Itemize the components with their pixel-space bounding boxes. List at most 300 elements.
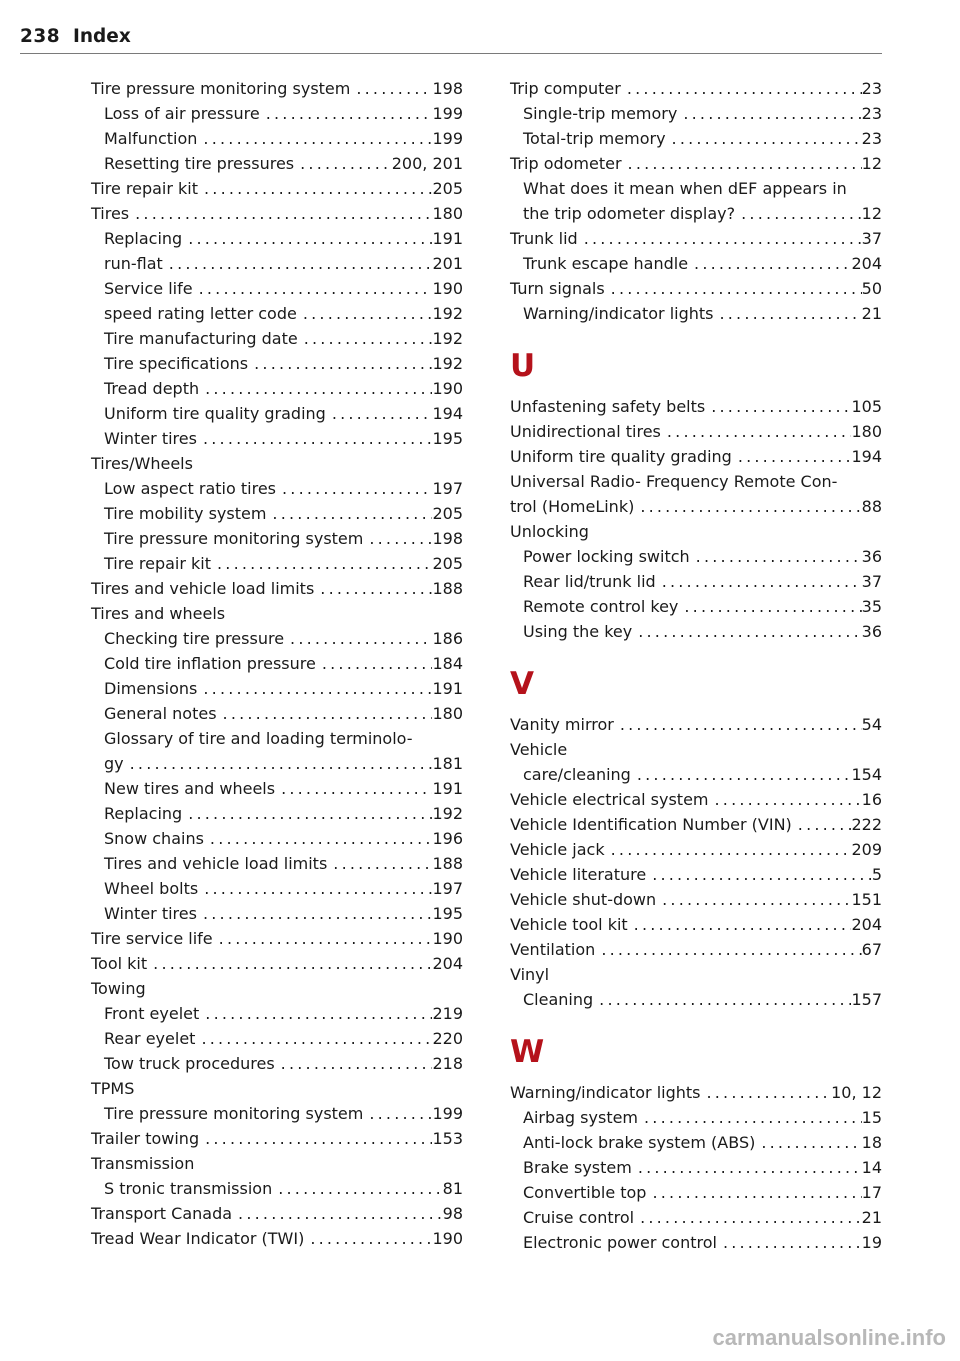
entry-term: Winter tires xyxy=(104,904,197,923)
index-entry xyxy=(510,494,882,519)
entry-page: 16 xyxy=(861,790,882,809)
index-subentry xyxy=(91,226,463,251)
dot-leader xyxy=(182,801,432,826)
entry-term: Warning/indicator lights xyxy=(510,1083,701,1102)
watermark: carmanualsonline.info xyxy=(712,1325,946,1350)
dot-leader xyxy=(129,201,432,226)
entry-page: 5 xyxy=(871,865,882,884)
entry-page: 190 xyxy=(432,379,463,398)
entry-term: Service life xyxy=(104,279,193,298)
entry-page: 180 xyxy=(851,422,882,441)
entry-page: 180 xyxy=(432,704,463,723)
entry-term: Tool kit xyxy=(91,954,148,973)
dot-leader xyxy=(197,126,432,151)
entry-page: 192 xyxy=(432,354,463,373)
entry-term: Cleaning xyxy=(523,990,594,1009)
dot-leader xyxy=(211,551,432,576)
entry-page: 157 xyxy=(851,990,882,1009)
entry-term: the trip odometer display? xyxy=(523,204,736,223)
page-header xyxy=(20,22,882,54)
dot-leader xyxy=(195,1026,432,1051)
index-subentry xyxy=(91,376,463,401)
dot-leader xyxy=(638,1105,862,1130)
entry-page: 199 xyxy=(432,104,463,123)
entry-page: 204 xyxy=(432,954,463,973)
entry-term: Rear lid/trunk lid xyxy=(523,572,656,591)
entry-page: 35 xyxy=(861,597,882,616)
entry-term: Tires and vehicle load limits xyxy=(104,854,328,873)
entry-page: 222 xyxy=(851,815,882,834)
index-entry xyxy=(91,576,463,601)
entry-term: Tow truck procedures xyxy=(104,1054,275,1073)
entry-term: Trunk escape handle xyxy=(523,254,689,273)
entry-term: Replacing xyxy=(104,804,183,823)
entry-term: Trunk lid xyxy=(510,229,578,248)
index-entry xyxy=(510,394,882,419)
dot-leader xyxy=(304,1226,432,1251)
entry-term: Vehicle electrical system xyxy=(510,790,709,809)
entry-page: 14 xyxy=(861,1158,882,1177)
index-subentry xyxy=(91,1026,463,1051)
entry-term: Electronic power control xyxy=(523,1233,717,1252)
index-subentry xyxy=(510,1155,882,1180)
index-entry xyxy=(510,444,882,469)
dot-leader xyxy=(735,201,862,226)
entry-page: 15 xyxy=(861,1108,882,1127)
entry-page: 195 xyxy=(432,904,463,923)
entry-term: Uniform tire quality grading xyxy=(104,404,326,423)
dot-leader xyxy=(732,444,852,469)
index-subentry xyxy=(510,1105,882,1130)
entry-page: 218 xyxy=(432,1054,463,1073)
dot-leader xyxy=(124,751,433,776)
index-subentry xyxy=(510,251,882,276)
index-subentry xyxy=(91,676,463,701)
entry-page: 37 xyxy=(861,229,882,248)
entry-term: Tires xyxy=(91,204,130,223)
entry-term: Rear eyelet xyxy=(104,1029,196,1048)
entry-page: 201 xyxy=(432,254,463,273)
index-subentry xyxy=(510,1205,882,1230)
entry-term: Transport Canada xyxy=(91,1204,233,1223)
page-number: 238 xyxy=(20,26,61,47)
index-heading: Unlocking xyxy=(510,522,589,541)
entry-page: 81 xyxy=(442,1179,463,1198)
entry-term: Vehicle shut-down xyxy=(510,890,657,909)
page-title: Index xyxy=(73,26,131,47)
index-subentry xyxy=(91,1051,463,1076)
entry-page: 54 xyxy=(861,715,882,734)
index-entry xyxy=(91,201,463,226)
entry-term: Tire pressure monitoring system xyxy=(91,79,351,98)
index-entry xyxy=(510,837,882,862)
index-subentry xyxy=(91,401,463,426)
index-subentry xyxy=(510,301,882,326)
entry-page: 105 xyxy=(851,397,882,416)
dot-leader xyxy=(350,76,432,101)
index-heading: Vinyl xyxy=(510,965,550,984)
index-entry xyxy=(91,176,463,201)
entry-page: 50 xyxy=(861,279,882,298)
dot-leader xyxy=(578,226,862,251)
entry-page: 198 xyxy=(432,79,463,98)
entry-term: gy xyxy=(104,754,124,773)
index-column-right xyxy=(510,76,882,1255)
index-heading: Tires and wheels xyxy=(91,604,226,623)
index-entry xyxy=(510,912,882,937)
index-entry xyxy=(510,226,882,251)
entry-page: 184 xyxy=(432,654,463,673)
entry-term: Vehicle jack xyxy=(510,840,605,859)
entry-page: 98 xyxy=(442,1204,463,1223)
entry-term: S tronic transmission xyxy=(104,1179,273,1198)
entry-page: 19 xyxy=(861,1233,882,1252)
entry-term: Total-trip memory xyxy=(523,129,666,148)
entry-term: Resetting tire pressures xyxy=(104,154,295,173)
dot-leader xyxy=(294,151,392,176)
index-entry xyxy=(91,1201,463,1226)
dot-leader xyxy=(656,887,851,912)
dot-leader xyxy=(314,576,432,601)
index-subentry xyxy=(510,126,882,151)
index-entry xyxy=(91,951,463,976)
entry-term: New tires and wheels xyxy=(104,779,276,798)
entry-page: 191 xyxy=(432,229,463,248)
entry-term: care/cleaning xyxy=(523,765,631,784)
entry-term: Brake system xyxy=(523,1158,632,1177)
dot-leader xyxy=(717,1230,862,1255)
entry-term: Tire service life xyxy=(91,929,213,948)
entry-page: 191 xyxy=(432,679,463,698)
dot-leader xyxy=(705,394,851,419)
entry-term: Uniform tire quality grading xyxy=(510,447,732,466)
entry-term: Single-trip memory xyxy=(523,104,678,123)
index-subentry xyxy=(510,987,882,1012)
index-subentry xyxy=(91,476,463,501)
entry-term: Tread depth xyxy=(104,379,200,398)
entry-term: Trip odometer xyxy=(510,154,622,173)
entry-term: speed rating letter code xyxy=(104,304,297,323)
entry-page: 36 xyxy=(861,622,882,641)
index-subentry xyxy=(510,762,882,787)
dot-leader xyxy=(163,251,433,276)
dot-leader xyxy=(213,926,433,951)
entry-page: 199 xyxy=(432,129,463,148)
entry-page: 21 xyxy=(861,304,882,323)
section-letter: V xyxy=(510,666,534,702)
dot-leader xyxy=(605,276,862,301)
entry-page: 205 xyxy=(432,179,463,198)
entry-term: Tire pressure monitoring system xyxy=(104,1104,364,1123)
index-subentry xyxy=(510,1230,882,1255)
dot-leader xyxy=(197,676,432,701)
entry-page: 23 xyxy=(861,79,882,98)
dot-leader xyxy=(197,426,432,451)
dot-leader xyxy=(595,937,861,962)
index-subentry xyxy=(91,501,463,526)
index-subentry xyxy=(91,526,463,551)
entry-term: General notes xyxy=(104,704,217,723)
index-subentry-text: What does it mean when dEF appears in xyxy=(523,179,847,198)
dot-leader xyxy=(204,826,433,851)
entry-term: Tire mobility system xyxy=(104,504,267,523)
dot-leader xyxy=(700,1080,831,1105)
index-subentry xyxy=(510,594,882,619)
dot-leader xyxy=(217,701,433,726)
entry-term: Turn signals xyxy=(510,279,605,298)
entry-page: 197 xyxy=(432,479,463,498)
entry-page: 192 xyxy=(432,329,463,348)
index-entry xyxy=(91,76,463,101)
index-subentry xyxy=(91,751,463,776)
entry-page: 18 xyxy=(861,1133,882,1152)
dot-leader xyxy=(297,301,433,326)
entry-term: Snow chains xyxy=(104,829,204,848)
index-subentry xyxy=(91,1176,463,1201)
dot-leader xyxy=(327,851,432,876)
index-subentry xyxy=(91,551,463,576)
entry-page: 23 xyxy=(861,104,882,123)
index-entry xyxy=(91,1226,463,1251)
index-subentry xyxy=(91,626,463,651)
index-subentry xyxy=(91,901,463,926)
dot-leader xyxy=(792,812,852,837)
dot-leader xyxy=(678,594,861,619)
entry-page: 12 xyxy=(861,204,882,223)
dot-leader xyxy=(621,76,862,101)
entry-term: Anti-lock brake system (ABS) xyxy=(523,1133,756,1152)
entry-term: Unidirectional tires xyxy=(510,422,661,441)
index-subentry xyxy=(91,101,463,126)
entry-term: Vanity mirror xyxy=(510,715,614,734)
section-letter: U xyxy=(510,348,536,384)
entry-page: 180 xyxy=(432,204,463,223)
index-subentry xyxy=(510,201,882,226)
dot-leader xyxy=(363,526,432,551)
index-entry xyxy=(91,926,463,951)
index-entry xyxy=(510,276,882,301)
index-entry xyxy=(510,151,882,176)
dot-leader xyxy=(198,876,432,901)
entry-page: 200, 201 xyxy=(391,154,463,173)
entry-page: 17 xyxy=(861,1183,882,1202)
entry-page: 36 xyxy=(861,547,882,566)
dot-leader xyxy=(193,276,433,301)
entry-page: 153 xyxy=(432,1129,463,1148)
dot-leader xyxy=(276,476,432,501)
dot-leader xyxy=(605,837,852,862)
index-subentry xyxy=(510,1130,882,1155)
dot-leader xyxy=(634,494,861,519)
index-subentry xyxy=(91,1101,463,1126)
entry-term: Tires and vehicle load limits xyxy=(91,579,315,598)
entry-term: Using the key xyxy=(523,622,633,641)
entry-term: Tire repair kit xyxy=(91,179,199,198)
dot-leader xyxy=(326,401,433,426)
index-entry xyxy=(510,76,882,101)
entry-page: 154 xyxy=(851,765,882,784)
index-subentry xyxy=(91,826,463,851)
dot-leader xyxy=(316,651,433,676)
entry-term: Tire specifications xyxy=(104,354,249,373)
dot-leader xyxy=(755,1130,861,1155)
entry-term: Winter tires xyxy=(104,429,197,448)
dot-leader xyxy=(593,987,851,1012)
entry-page: 23 xyxy=(861,129,882,148)
entry-term: Airbag system xyxy=(523,1108,639,1127)
entry-page: 10, 12 xyxy=(831,1083,882,1102)
entry-term: Tire manufacturing date xyxy=(104,329,298,348)
entry-term: Convertible top xyxy=(523,1183,647,1202)
index-subentry xyxy=(510,544,882,569)
index-subentry xyxy=(91,651,463,676)
entry-term: Vehicle literature xyxy=(510,865,647,884)
entry-page: 37 xyxy=(861,572,882,591)
entry-term: Unfastening safety belts xyxy=(510,397,706,416)
entry-term: Ventilation xyxy=(510,940,596,959)
entry-page: 220 xyxy=(432,1029,463,1048)
entry-page: 204 xyxy=(851,915,882,934)
dot-leader xyxy=(713,301,861,326)
entry-page: 197 xyxy=(432,879,463,898)
index-entry xyxy=(510,887,882,912)
index-subentry xyxy=(91,426,463,451)
index-subentry xyxy=(91,801,463,826)
entry-page: 188 xyxy=(432,579,463,598)
index-subentry xyxy=(91,251,463,276)
entry-page: 219 xyxy=(432,1004,463,1023)
index-heading: Transmission xyxy=(91,1154,195,1173)
dot-leader xyxy=(631,762,852,787)
dot-leader xyxy=(284,626,432,651)
dot-leader xyxy=(614,712,862,737)
index-column-left xyxy=(91,76,463,1251)
index-subentry xyxy=(91,851,463,876)
dot-leader xyxy=(266,501,432,526)
entry-term: Power locking switch xyxy=(523,547,690,566)
index-subentry xyxy=(91,351,463,376)
dot-leader xyxy=(634,1205,862,1230)
dot-leader xyxy=(646,1180,861,1205)
dot-leader xyxy=(632,619,861,644)
index-entry xyxy=(510,862,882,887)
entry-term: Cold tire inflation pressure xyxy=(104,654,316,673)
entry-term: Cruise control xyxy=(523,1208,635,1227)
entry-page: 190 xyxy=(432,929,463,948)
index-heading: Vehicle xyxy=(510,740,568,759)
entry-term: Warning/indicator lights xyxy=(523,304,714,323)
entry-page: 205 xyxy=(432,504,463,523)
entry-term: Vehicle tool kit xyxy=(510,915,628,934)
entry-term: Remote control key xyxy=(523,597,679,616)
index-subentry xyxy=(510,569,882,594)
entry-term: Tread Wear Indicator (TWI) xyxy=(91,1229,305,1248)
entry-term: Wheel bolts xyxy=(104,879,199,898)
entry-page: 191 xyxy=(432,779,463,798)
dot-leader xyxy=(199,376,432,401)
entry-term: Trip computer xyxy=(510,79,621,98)
dot-leader xyxy=(628,912,852,937)
index-subentry xyxy=(91,276,463,301)
entry-page: 196 xyxy=(432,829,463,848)
index-entry xyxy=(91,1126,463,1151)
entry-page: 195 xyxy=(432,429,463,448)
index-subentry xyxy=(510,619,882,644)
index-entry xyxy=(510,1080,882,1105)
dot-leader xyxy=(248,351,432,376)
dot-leader xyxy=(182,226,432,251)
entry-page: 198 xyxy=(432,529,463,548)
entry-page: 67 xyxy=(861,940,882,959)
index-entry xyxy=(510,712,882,737)
entry-page: 192 xyxy=(432,304,463,323)
entry-page: 192 xyxy=(432,804,463,823)
entry-term: Low aspect ratio tires xyxy=(104,479,276,498)
index-subentry xyxy=(91,326,463,351)
entry-page: 12 xyxy=(861,154,882,173)
section-letter: W xyxy=(510,1034,545,1070)
dot-leader xyxy=(199,1126,432,1151)
dot-leader xyxy=(232,1201,443,1226)
entry-term: run-flat xyxy=(104,254,163,273)
dot-leader xyxy=(198,176,432,201)
entry-page: 21 xyxy=(861,1208,882,1227)
index-entry xyxy=(510,937,882,962)
dot-leader xyxy=(147,951,432,976)
index-heading: TPMS xyxy=(91,1079,135,1098)
entry-term: Tire pressure monitoring system xyxy=(104,529,364,548)
dot-leader xyxy=(275,776,432,801)
entry-term: Trailer towing xyxy=(91,1129,200,1148)
entry-term: Loss of air pressure xyxy=(104,104,260,123)
index-subentry xyxy=(510,1180,882,1205)
entry-page: 209 xyxy=(851,840,882,859)
entry-term: Dimensions xyxy=(104,679,198,698)
dot-leader xyxy=(709,787,862,812)
index-heading: Towing xyxy=(91,979,146,998)
dot-leader xyxy=(661,419,852,444)
entry-term: Replacing xyxy=(104,229,183,248)
entry-term: Checking tire pressure xyxy=(104,629,285,648)
index-subentry xyxy=(91,1001,463,1026)
entry-page: 205 xyxy=(432,554,463,573)
index-entry xyxy=(510,419,882,444)
entry-page: 151 xyxy=(851,890,882,909)
entry-page: 186 xyxy=(432,629,463,648)
dot-leader xyxy=(622,151,862,176)
entry-page: 188 xyxy=(432,854,463,873)
dot-leader xyxy=(656,569,862,594)
entry-page: 88 xyxy=(861,497,882,516)
entry-page: 194 xyxy=(851,447,882,466)
header-rule xyxy=(20,53,882,54)
entry-page: 181 xyxy=(432,754,463,773)
entry-page: 190 xyxy=(432,279,463,298)
dot-leader xyxy=(275,1051,433,1076)
dot-leader xyxy=(272,1176,442,1201)
entry-page: 204 xyxy=(851,254,882,273)
index-subentry xyxy=(91,151,463,176)
entry-page: 199 xyxy=(432,1104,463,1123)
dot-leader xyxy=(632,1155,862,1180)
entry-term: Vehicle Identification Number (VIN) xyxy=(510,815,792,834)
entry-page: 194 xyxy=(432,404,463,423)
dot-leader xyxy=(260,101,433,126)
dot-leader xyxy=(298,326,433,351)
index-entry xyxy=(510,812,882,837)
entry-page: 190 xyxy=(432,1229,463,1248)
dot-leader xyxy=(666,126,862,151)
